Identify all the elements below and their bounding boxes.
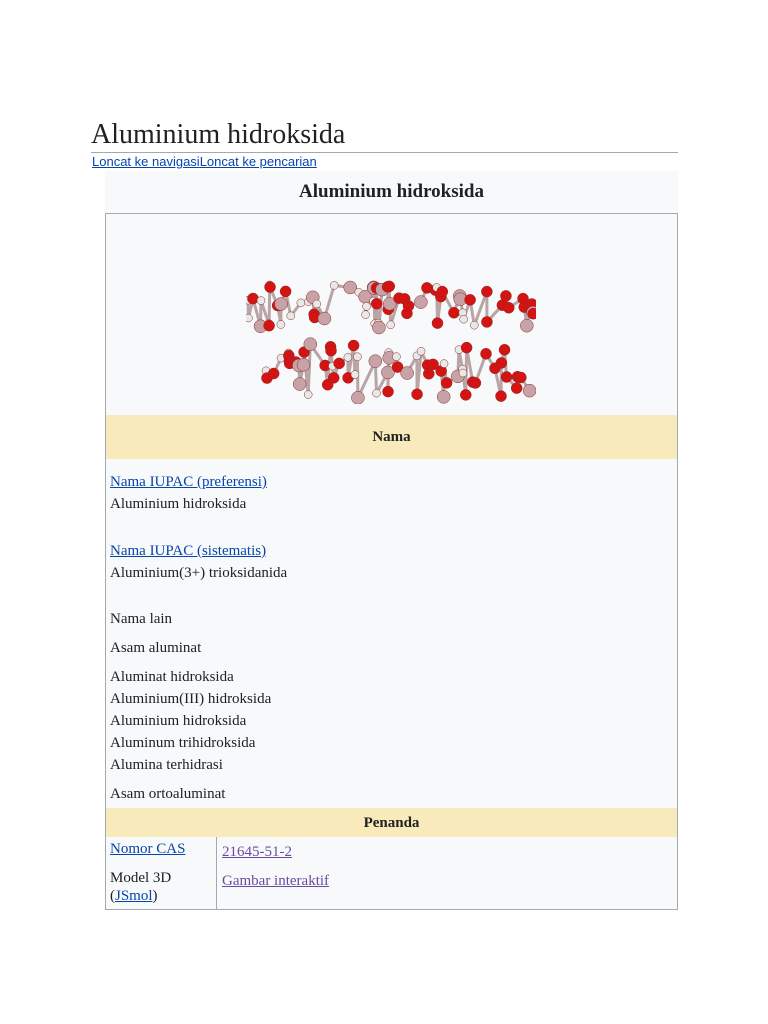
molecule-atom: [277, 320, 285, 328]
other-name-item: Asam ortoaluminat: [110, 786, 226, 802]
jsmol-link[interactable]: JSmol: [115, 888, 153, 904]
molecule-atom: [412, 389, 423, 400]
cas-label-cell: [106, 837, 217, 866]
molecule-atom: [257, 297, 265, 305]
molecule-atom: [501, 371, 512, 382]
molecule-atom: [437, 390, 450, 403]
molecule-atom: [362, 311, 370, 319]
infobox-image-row: [105, 264, 678, 416]
other-name-item: Aluminat hidroksida: [110, 669, 234, 685]
molecule-atom: [287, 312, 295, 320]
molecule-atom: [328, 372, 339, 383]
molecule-atom: [470, 321, 478, 329]
infobox-blank-row: [105, 213, 678, 265]
molecule-atom: [313, 300, 321, 308]
molecule-atom: [318, 312, 331, 325]
molecule-atom: [437, 286, 448, 297]
cas-number-link[interactable]: Nomor CAS: [110, 841, 186, 857]
other-name-item: Asam aluminat: [110, 640, 202, 656]
page-title: Aluminium hidroksida: [91, 118, 678, 153]
interactive-image-link[interactable]: Gambar interaktif: [222, 873, 330, 889]
molecule-atom: [297, 358, 310, 371]
section-header-penanda: Penanda: [105, 808, 678, 838]
molecule-atom: [297, 299, 305, 307]
molecule-atom: [403, 300, 414, 311]
molecule-atom: [528, 308, 536, 319]
molecule-atom: [511, 383, 522, 394]
molecule-atom: [304, 338, 317, 351]
molecule-atom: [293, 378, 306, 391]
molecule-atom: [459, 369, 467, 377]
molecule-atom: [351, 371, 359, 379]
jump-links: [92, 154, 317, 169]
molecule-atom: [500, 290, 511, 301]
other-name-item: Aluminium hidroksida: [110, 713, 247, 729]
molecule-atom: [496, 391, 507, 402]
model-3d-row: [105, 866, 678, 910]
molecule-atom: [461, 342, 472, 353]
jump-to-search-link[interactable]: Loncat ke pencarian: [199, 154, 317, 169]
section-header-nama: Nama: [105, 415, 678, 460]
molecule-atom: [392, 353, 400, 361]
molecule-atom: [499, 344, 510, 355]
molecule-atom: [465, 294, 476, 305]
molecule-atom: [460, 389, 471, 400]
molecule-atom: [348, 340, 359, 351]
molecule-atom: [265, 282, 276, 293]
molecule-atom: [496, 357, 507, 368]
molecule-atom: [344, 353, 352, 361]
molecule-atom: [448, 307, 459, 318]
iupac-preferred-row: [105, 459, 678, 528]
iupac-systematic-row: [105, 527, 678, 598]
molecule-atom: [372, 321, 385, 334]
molecule-atom: [304, 391, 312, 399]
model-3d-open-paren: (: [110, 888, 115, 904]
model-3d-label-cell: [106, 866, 217, 909]
molecule-atom: [417, 347, 425, 355]
model-3d-value-cell: [218, 866, 677, 909]
molecule-atom: [334, 358, 345, 369]
cas-number-row: [105, 837, 678, 867]
other-name-item: Aluminum trihidroksida: [110, 735, 256, 751]
molecule-atom: [440, 360, 448, 368]
iupac-preferred-link[interactable]: Nama IUPAC (preferensi): [110, 474, 267, 490]
molecule-atom: [330, 281, 338, 289]
molecule-atom: [481, 286, 492, 297]
molecule-atom: [481, 316, 492, 327]
iupac-systematic-link[interactable]: Nama IUPAC (sistematis): [110, 543, 267, 559]
molecule-atom: [268, 368, 279, 379]
molecule-atom: [515, 372, 526, 383]
molecule-atom: [481, 348, 492, 359]
molecule-atom: [387, 321, 395, 329]
molecule-atom: [470, 377, 481, 388]
molecule-atom: [371, 298, 382, 309]
molecule-atom: [247, 293, 258, 304]
other-name-item: Aluminium(III) hidroksida: [110, 691, 272, 707]
model-3d-label: Model 3D: [110, 870, 172, 886]
cas-value-link[interactable]: 21645-51-2: [222, 844, 292, 860]
model-3d-close-paren: ): [152, 888, 158, 904]
molecule-atom: [280, 286, 291, 297]
molecule-atom: [520, 319, 533, 332]
cas-value-cell: [218, 837, 677, 866]
molecule-atom: [503, 302, 514, 313]
molecule-atom: [246, 314, 252, 322]
molecule-atom: [326, 345, 337, 356]
molecule-atom: [523, 384, 536, 397]
molecule-atom: [414, 296, 427, 309]
molecule-atom: [373, 389, 381, 397]
molecule-atom: [384, 281, 395, 292]
molecule-atom: [353, 353, 361, 361]
infobox-caption: Aluminium hidroksida: [105, 171, 678, 213]
molecule-atom: [369, 355, 382, 368]
molecule-atoms: [246, 281, 536, 404]
molecule-atom: [401, 367, 414, 380]
iupac-systematic-value: Aluminium(3+) trioksidanida: [110, 565, 288, 581]
other-names-label: Nama lain: [110, 611, 173, 627]
molecule-atom: [460, 315, 468, 323]
jump-to-navigation-link[interactable]: Loncat ke navigasi: [92, 154, 200, 169]
molecule-atom: [441, 377, 452, 388]
molecule-atom: [275, 297, 288, 310]
molecule-atom: [351, 391, 364, 404]
other-names-row: [105, 597, 678, 809]
molecule-atom: [383, 386, 394, 397]
iupac-preferred-value: Aluminium hidroksida: [110, 496, 247, 512]
molecule-atom: [363, 302, 371, 310]
molecule-atom: [432, 318, 443, 329]
molecule-atom: [264, 320, 275, 331]
other-name-item: Alumina terhidrasi: [110, 757, 223, 773]
molecule-ball-and-stick-image[interactable]: [246, 274, 536, 404]
